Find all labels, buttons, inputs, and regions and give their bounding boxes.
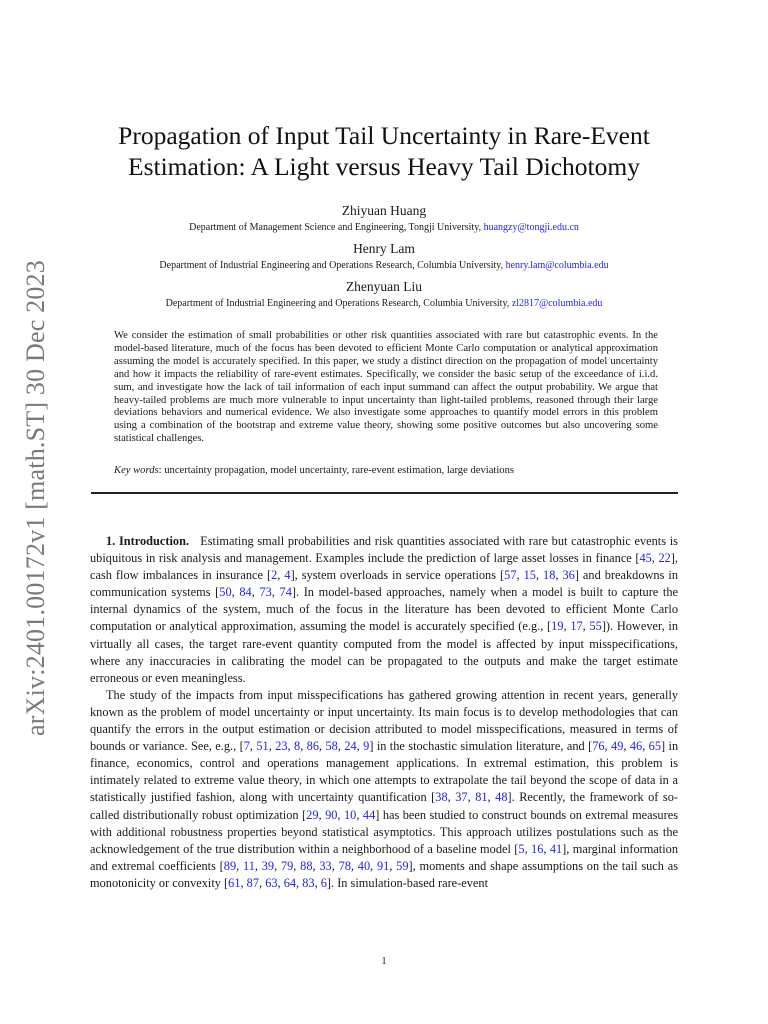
citation-link[interactable]: 76 [592, 739, 605, 754]
affiliation-text: Department of Management Science and Engineering, Tongji University, [189, 222, 484, 233]
paragraph-text: , [535, 568, 544, 583]
keywords-label: Key words [114, 465, 159, 476]
paragraph-text: , [240, 875, 247, 890]
arxiv-sidebar-stamp [14, 258, 58, 738]
citation-link[interactable]: 48 [495, 790, 508, 805]
citation-link[interactable]: 63 [265, 875, 278, 890]
abstract [114, 330, 658, 446]
citation-link[interactable]: 45 [639, 551, 652, 566]
citation-link[interactable]: 39 [261, 858, 275, 873]
keywords-text: : uncertainty propagation, model uncertainty, rare-event estimation, large deviations [158, 465, 514, 476]
citation-link[interactable]: 41 [549, 841, 563, 856]
citation-link[interactable]: 11 [243, 858, 255, 873]
citation-link[interactable]: 79 [280, 858, 294, 873]
author-name: Zhenyuan Liu [345, 279, 423, 294]
paragraph-text: , [555, 568, 563, 583]
author-affiliation [80, 220, 688, 236]
citation-link[interactable]: 38 [435, 790, 448, 805]
page-number: 1 [381, 956, 387, 967]
paragraph-text: , [236, 858, 243, 873]
citation-link[interactable]: 64 [283, 875, 297, 890]
paragraph-text: , [277, 875, 284, 890]
citation-link[interactable]: 33 [319, 858, 332, 873]
paragraph-text: , [300, 739, 307, 754]
paragraph-text: ] and breakdowns in communication systems [ [90, 568, 679, 600]
intro-paragraph-2 [90, 687, 678, 892]
paragraph-text: ], system overloads in service operations [ [290, 568, 505, 583]
citation-link[interactable]: 6 [320, 875, 327, 890]
citation-link[interactable]: 49 [611, 739, 624, 754]
intro-paragraph-1 [90, 533, 678, 687]
paragraph-text: , [337, 739, 345, 754]
citation-link[interactable]: 86 [306, 739, 320, 754]
citation-link[interactable]: 51 [256, 739, 269, 754]
citation-link[interactable]: 57 [504, 568, 517, 583]
paper-title [60, 120, 708, 182]
citation-link[interactable]: 17 [570, 619, 583, 634]
citation-link[interactable]: 15 [523, 568, 536, 583]
paragraph-text: , [487, 790, 496, 805]
citation-link[interactable]: 29 [306, 807, 319, 822]
citation-link[interactable]: 4 [284, 568, 291, 583]
citation-link[interactable]: 83 [302, 875, 315, 890]
paragraph-text: , [287, 739, 295, 754]
citation-link[interactable]: 90 [325, 807, 338, 822]
paragraph-text: , [293, 858, 301, 873]
paragraph-text: ]. In model-based approaches, namely when a model is built to capture the internal dynamics of the system, much of the focus in the literature has been devoted to efficient Monte Carlo computation or analytical approximation, assuming the model is accurately specified (e.g., [ [90, 585, 679, 634]
affiliation-text: Department of Industrial Engineering and Operations Research, Columbia University, [159, 260, 506, 271]
paragraph-text: , [319, 739, 326, 754]
citation-link[interactable]: 78 [338, 858, 351, 873]
citation-link[interactable]: 18 [543, 568, 556, 583]
citation-link[interactable]: 65 [648, 739, 662, 754]
citation-link[interactable]: 84 [239, 585, 252, 600]
paragraph-text: , [277, 568, 285, 583]
paragraph-text: ]. Recently, the framework of so-called distributionally robust optimization [ [90, 790, 679, 822]
citation-link[interactable]: 23 [275, 739, 288, 754]
citation-link[interactable]: 19 [551, 619, 564, 634]
paragraph-text: ], marginal information and extremal coefficients [ [90, 841, 679, 873]
citation-link[interactable]: 2 [271, 568, 278, 583]
paragraph-text: ]. In simulation-based rare-event [326, 875, 488, 890]
paragraph-1-content [90, 534, 678, 685]
paragraph-text: ], moments and shape assumptions on the tail such as monotonicity or convexity [ [90, 858, 678, 890]
paragraph-text: , [651, 551, 659, 566]
paragraph-text: Estimating small probabilities and risk quantities associated with rare but catastrophic events is ubiquitous in risk analysis and management. Examples include the prediction of large asset losses in finance [ [90, 534, 678, 566]
paragraph-text: , [259, 875, 266, 890]
paragraph-text: , [356, 739, 364, 754]
paragraph-text: , [312, 858, 320, 873]
paragraph-text: , [350, 858, 358, 873]
author-email-link[interactable]: huangzy@tongji.edu.cn [483, 222, 579, 233]
citation-link[interactable]: 16 [531, 841, 544, 856]
citation-link[interactable]: 81 [475, 790, 488, 805]
paragraph-text: , [356, 807, 363, 822]
citation-link[interactable]: 24 [344, 739, 357, 754]
citation-link[interactable]: 74 [279, 585, 292, 600]
keywords [114, 464, 674, 477]
paragraph-text: , [268, 739, 276, 754]
author-block-3 [80, 278, 688, 312]
paragraph-text: ] in the stochastic simulation literature, and [ [369, 739, 593, 754]
title-line-2: Estimation: A Light versus Heavy Tail Dichotomy [128, 152, 640, 181]
body-text [90, 533, 678, 892]
paragraph-text: , [274, 858, 281, 873]
author-affiliation [80, 296, 688, 312]
paragraph-text: , [467, 790, 476, 805]
paragraph-text: , [543, 841, 550, 856]
paragraph-text: ]). However, in virtually all cases, the target rare-event quantity computed from the model is affected by input misspecifications, where any inaccuracies in calibrating the model can be propagated to the outputs and make the target estimate erroneous or even meaningless. [90, 619, 678, 685]
paragraph-text: The study of the impacts from input misspecifications has gathered growing attention in recent years, generally known as the problem of model uncertainty or input uncertainty. Its main focus is to develop methodologies that can quantify the errors in the output estimation or decision attributed to model misspecifications, measured in terms of bounds or variance. See, e.g., [ [90, 687, 678, 754]
arxiv-identifier: arXiv:2401.00172v1 [math.ST] 30 Dec 2023 [21, 260, 50, 736]
citation-link[interactable]: 44 [362, 807, 376, 822]
citation-link[interactable]: 36 [562, 568, 575, 583]
author-name: Zhiyuan Huang [341, 203, 427, 218]
citation-link[interactable]: 5 [518, 841, 525, 856]
paragraph-text: , [642, 739, 649, 754]
paragraph-text: , [251, 585, 260, 600]
citation-link[interactable]: 61 [228, 875, 241, 890]
paragraph-text: , [370, 858, 377, 873]
paragraph-text: , [231, 585, 240, 600]
paragraph-text: , [516, 568, 524, 583]
paragraph-text: , [314, 875, 321, 890]
citation-link[interactable]: 58 [325, 739, 338, 754]
citation-link[interactable]: 10 [343, 807, 357, 822]
paragraph-text: , [524, 841, 532, 856]
citation-link[interactable]: 50 [219, 585, 232, 600]
paragraph-text: , [296, 875, 303, 890]
author-email-link[interactable]: zl2817@columbia.edu [511, 298, 603, 309]
paragraph-text: , [563, 619, 571, 634]
author-name: Henry Lam [353, 241, 415, 256]
citation-link[interactable]: 40 [357, 858, 371, 873]
author-affiliation [80, 258, 688, 274]
paragraph-text: , [582, 619, 590, 634]
citation-link[interactable]: 59 [396, 858, 409, 873]
citation-link[interactable]: 89 [223, 858, 237, 873]
affiliation-text: Department of Industrial Engineering and Operations Research, Columbia University, [165, 298, 512, 309]
title-line-1: Propagation of Input Tail Uncertainty in Rare-Event [118, 121, 650, 150]
citation-link[interactable]: 37 [455, 790, 468, 805]
citation-link[interactable]: 55 [589, 619, 602, 634]
paragraph-text: , [389, 858, 397, 873]
author-email-link[interactable]: henry.lam@columbia.edu [505, 260, 609, 271]
citation-link[interactable]: 9 [363, 739, 370, 754]
citation-link[interactable]: 7 [243, 739, 250, 754]
paragraph-text: , [604, 739, 612, 754]
paragraph-2-content [90, 688, 678, 890]
paragraph-text: , [254, 858, 262, 873]
abstract-text: We consider the estimation of small probabilities or other risk quantities associated with rare but catastrophic events. In the model-based literature, much of the focus has been devoted to efficient Monte Carlo computation or analytical approximation assuming the model is accurately specified. In this paper, we study a distinct direction on the propagation of model uncertainty and how it impacts the reliability of rare-event estimates. Specifically, we consider the basic setup of the exceedance of i.i.d. sum, and investigate how the lack of tail information of each input summand can affect the output probability. We argue that heavy-tailed problems are much more vulnerable to input uncertainty than light-tailed problems, reasoned through their large deviations behaviors and numerical evidence. We also investigate some approaches to quantify model errors in this problem using a combination of the bootstrap and extreme value theory, showing some positive outcomes but also uncovering some statistical challenges. [114, 330, 658, 445]
paragraph-text: , [249, 739, 257, 754]
citation-link[interactable]: 91 [376, 858, 390, 873]
citation-link[interactable]: 73 [259, 585, 272, 600]
paragraph-text: ] has been studied to construct bounds on extremal measures with additional robustness properties beyond statistical asymptotics. This approach utilizes postulations such as the acknowledgement of the true distribution within a neighborhood of a baseline model [ [90, 807, 678, 856]
paragraph-text: , [337, 807, 344, 822]
paragraph-text: , [271, 585, 280, 600]
paragraph-text: , [318, 807, 326, 822]
section-heading: 1. Introduction. [106, 534, 190, 548]
citation-link[interactable]: 88 [300, 858, 313, 873]
author-block-1 [80, 202, 688, 236]
author-block-2 [80, 240, 688, 274]
paragraph-text: ], cash flow imbalances in insurance [ [90, 551, 678, 583]
paragraph-text: ] in finance, economics, control and operations management applications. In extremal estimation, this problem is intimately related to extreme value theory, in which one attempts to extrapolate the tail beyond the scope of data in a statistically justified fashion, along with uncertainty quantification [ [90, 739, 679, 805]
citation-link[interactable]: 87 [246, 875, 260, 890]
paragraph-text: , [623, 739, 630, 754]
citation-link[interactable]: 8 [294, 739, 301, 754]
paragraph-text: , [447, 790, 456, 805]
citation-link[interactable]: 46 [629, 739, 643, 754]
paragraph-text: , [331, 858, 339, 873]
header-divider [91, 492, 678, 494]
citation-link[interactable]: 22 [658, 551, 671, 566]
